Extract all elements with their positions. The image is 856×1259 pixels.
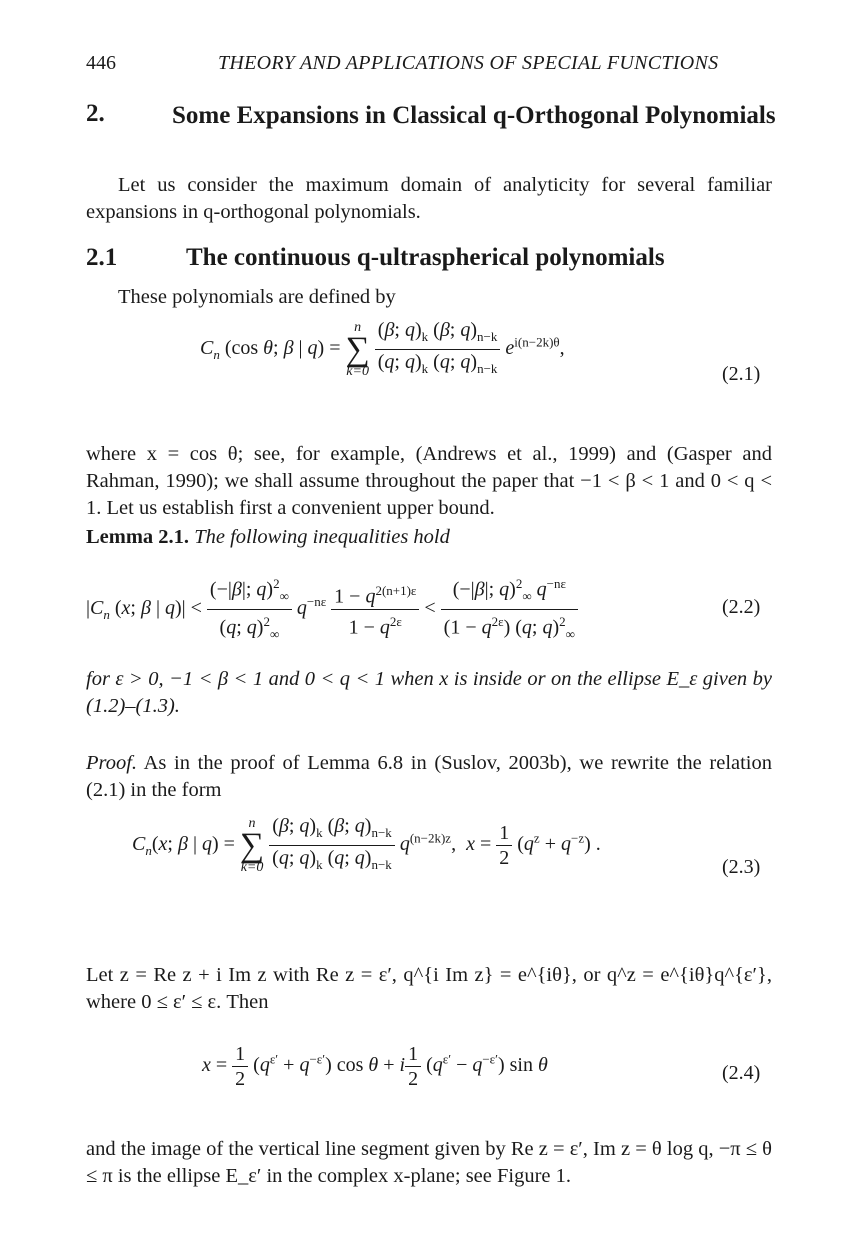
subsection-intro: These polynomials are defined by xyxy=(118,286,396,308)
equation-number-2-3: (2.3) xyxy=(722,856,761,878)
equation-2-2: $|C_n$ (x; β | q)| < $\frac{(-|\beta|; q)^2_\infty}{(q; q)^2_\infty}$ $q^{-n\varepsilon}$ $\frac{1 - q^{2(n+1)\varepsilon}}{1 - q^{2\varepsilon}}$ < $\frac{(-|\beta|; q)^2_\infty q^{-n\varepsilon}}{(1 - q^{2\varepsilon}) (q; q)^2_\infty}$ xyxy=(86,572,578,646)
subsection-number: 2.1 xyxy=(86,244,118,271)
proof-text: As in the proof of Lemma 6.8 in (Suslov, 2003b), we rewrite the relation (2.1) in the form xyxy=(86,752,773,801)
subsection-title: The continuous q-ultraspherical polynomials xyxy=(186,244,665,271)
equation-2-4: x = $\frac{1}{2}$ $(q^{\varepsilon'} + q^{-\varepsilon'})$ cos θ + i $\frac{1}{2}$ $(q^{\varepsilon'} - q^{-\varepsilon'})$ sin θ xyxy=(202,1043,548,1090)
paragraph-after-eq-2-4: and the image of the vertical line segment given by Re z = ε′, Im z = θ log q, −π ≤ θ ≤ π is the ellipse E_ε′ in the complex x-plane; see Figure 1. xyxy=(86,1138,772,1187)
lemma-condition: for ε > 0, −1 < β < 1 and 0 < q < 1 when x is inside or on the ellipse E_ε given by (1.2)–(1.3). xyxy=(86,668,772,717)
section-number: 2. xyxy=(86,100,105,127)
lemma-statement: The following inequalities hold xyxy=(194,526,450,548)
equation-number-2-4: (2.4) xyxy=(722,1062,761,1084)
page-number: 446 xyxy=(86,52,116,74)
equation-2-1: $C_n$ (cos θ; β | q) = n ∑ k=0 $\frac{(\beta; q)_k (\beta; q)_{n-k}}{(q; q)_k (q; q)_{n-k}}$ $e^{i(n-2k)\theta}$, xyxy=(200,319,565,379)
proof-paragraph xyxy=(86,750,772,804)
running-title: THEORY AND APPLICATIONS OF SPECIAL FUNCTIONS xyxy=(218,52,719,74)
proof-label: Proof. xyxy=(86,752,138,774)
equation-number-2-2: (2.2) xyxy=(722,596,761,618)
lemma-2-1 xyxy=(86,524,772,551)
section-title: Some Expansions in Classical q-Orthogonal Polynomials xyxy=(172,102,776,129)
equation-number-2-1: (2.1) xyxy=(722,363,761,385)
section-intro: Let us consider the maximum domain of analyticity for several familiar expansions in q-orthogonal polynomials. xyxy=(86,174,772,223)
paragraph-after-eq-2-3: Let z = Re z + i Im z with Re z = ε′, q^{i Im z} = e^{iθ}, or q^z = e^{iθ}q^{ε′}, where 0 ≤ ε′ ≤ ε. Then xyxy=(86,964,772,1013)
equation-2-3: $C_n(x$; β | q) = n ∑ k=0 $\frac{(\beta; q)_k (\beta; q)_{n-k}}{(q; q)_k (q; q)_{n-k}}$ $q^{(n-2k)z}$, x = $\frac{1}{2}$ $(q^z + q^{-z})$ . xyxy=(132,815,601,875)
lemma-label: Lemma 2.1. xyxy=(86,526,190,548)
paragraph-after-eq-2-1: where x = cos θ; see, for example, (Andrews et al., 1999) and (Gasper and Rahman, 1990); we shall assume throughout the paper that −1 < β < 1 and 0 < q < 1. Let us establish first a convenient upper bound. xyxy=(86,443,772,519)
